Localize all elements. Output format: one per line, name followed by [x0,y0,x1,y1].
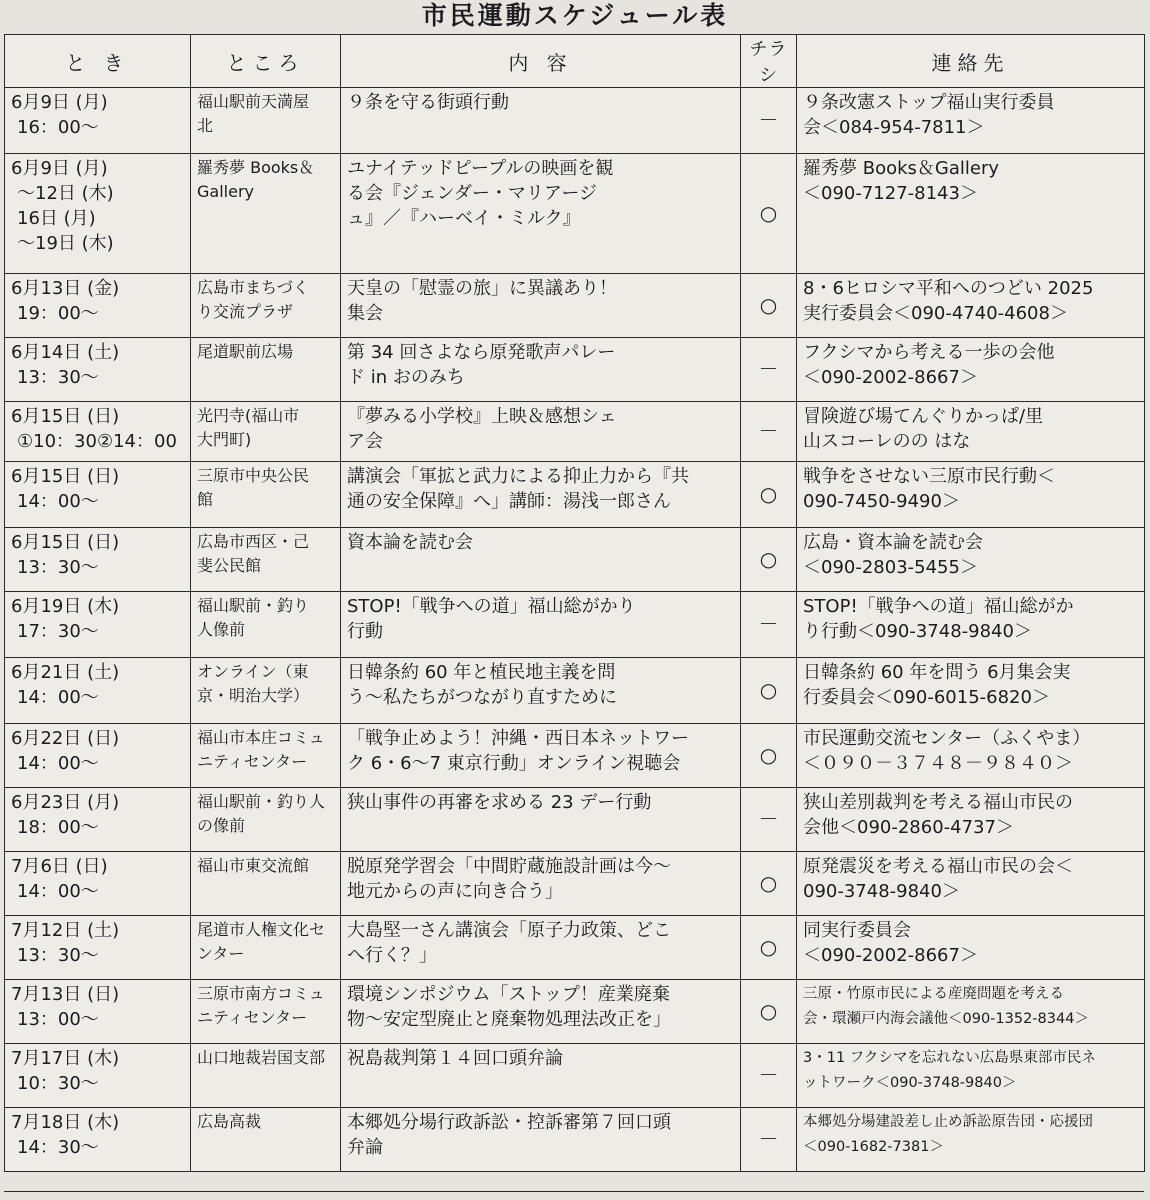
cell-where-line: ニティセンター [197,1008,308,1027]
cell-content-line: 資本論を読む会 [347,532,473,553]
cell-where [191,274,341,338]
cell-where-line: 福山駅前天満屋 [197,92,310,111]
cell-contact-line: 市民運動交流センター（ふくやま） [803,728,1091,749]
cell-where-line: 北 [197,116,214,135]
cell-flyer: － [741,338,797,402]
cell-when-line: 13：00～ [17,1009,99,1030]
cell-when [5,592,191,658]
cell-content [341,724,741,788]
cell-contact-line: 実行委員会＜090-4740-4608＞ [803,303,1068,324]
cell-where [191,980,341,1044]
cell-contact [797,916,1145,980]
cell-flyer: ○ [741,462,797,528]
cell-when-line: 6月21日 (土) [11,662,120,683]
cell-when-line: 6月23日 (月) [11,792,120,813]
cell-flyer: ○ [741,980,797,1044]
cell-contact [797,788,1145,852]
cell-where [191,658,341,724]
cell-content [341,788,741,852]
cell-when [5,980,191,1044]
cell-where-line: 山口地裁岩国支部 [197,1048,326,1067]
cell-flyer: ○ [741,852,797,916]
cell-flyer: ○ [741,916,797,980]
cell-contact-line: 三原・竹原市民による産廃問題を考える [803,986,1064,1002]
cell-flyer: － [741,592,797,658]
cell-content-line: 天皇の「慰霊の旅」に異議あり！ [347,278,617,299]
cell-when-line: 14：30～ [17,1137,99,1158]
cell-where-line: 京・明治大学） [197,686,310,705]
cell-when-line: 17：30～ [17,621,99,642]
cell-contact [797,528,1145,592]
cell-where [191,916,341,980]
cell-contact [797,154,1145,274]
cell-where [191,1044,341,1108]
cell-when [5,528,191,592]
cell-when-line: 13：30～ [17,367,99,388]
cell-when-line: 6月9日 (月) [11,158,108,179]
cell-flyer: ○ [741,274,797,338]
cell-content [341,852,741,916]
cell-contact-line: STOP!「戦争への道」福山総がか [803,596,1074,617]
cell-when-line: 6月19日 (木) [11,596,120,617]
cell-content-line: 脱原発学習会「中間貯蔵施設計画は今～ [347,856,671,877]
cell-contact-line: 戦争をさせない三原市民行動＜ [803,466,1055,487]
cell-content-line: STOP!「戦争への道」福山総がかり [347,596,636,617]
cell-content-line: 弁論 [347,1137,383,1158]
cell-content-line: 狭山事件の再審を求める 23 デー行動 [347,792,652,813]
cell-contact-line: ＜０９０－３７４８－９８４０＞ [803,753,1073,774]
table-row [5,462,1145,528]
cell-contact [797,1108,1145,1172]
cell-where [191,592,341,658]
cell-content [341,402,741,462]
cell-contact-line: 会・環瀬戸内海会議他＜090-1352-8344＞ [803,1011,1089,1027]
cell-when [5,338,191,402]
cell-content [341,88,741,154]
cell-contact [797,980,1145,1044]
cell-content-line: 第 34 回さよなら原発歌声パレー [347,342,616,363]
cell-where-line: 福山駅前・釣り人 [197,792,326,811]
header-when: と き [5,35,191,88]
cell-flyer: － [741,402,797,462]
cell-content-line: ９条を守る街頭行動 [347,92,509,113]
cell-content-line: 物～安定型廃止と廃棄物処理法改正を」 [347,1009,671,1030]
cell-content [341,274,741,338]
cell-contact-line: 羅秀夢 Books＆Gallery [803,158,1000,179]
cell-where [191,852,341,916]
header-where: ところ [191,35,341,88]
cell-content-line: 本郷処分場行政訴訟・控訴審第７回口頭 [347,1112,671,1133]
header-flyer: チラシ [741,35,797,88]
cell-when-line: 13：30～ [17,557,99,578]
cell-contact-line: 広島・資本論を読む会 [803,532,983,553]
cell-contact-line: ＜090-7127-8143＞ [803,183,978,204]
cell-content-line: 講演会「軍拡と武力による抑止力から『共 [347,466,689,487]
table-bottom-edge [4,1191,1144,1200]
cell-contact [797,852,1145,916]
cell-when-line: 16：00～ [17,117,99,138]
cell-when-line: 6月15日 (日) [11,466,120,487]
cell-content-line: ク 6・6～7 東京行動」オンライン視聴会 [347,753,681,774]
cell-content [341,1044,741,1108]
cell-content [341,338,741,402]
table-row [5,980,1145,1044]
cell-content [341,1108,741,1172]
cell-when-line: 6月14日 (土) [11,342,120,363]
table-row [5,592,1145,658]
table-row [5,1044,1145,1108]
cell-contact [797,402,1145,462]
cell-contact [797,592,1145,658]
cell-contact-line: 会他＜090-2860-4737＞ [803,817,1014,838]
cell-when [5,154,191,274]
cell-contact [797,338,1145,402]
cell-where-line: Gallery [197,182,254,201]
cell-where-line: 館 [197,490,214,509]
cell-contact-line: フクシマから考える一歩の会他 [803,342,1055,363]
cell-contact-line: 日韓条約 60 年を問う 6月集会実 [803,662,1071,683]
cell-content [341,592,741,658]
cell-where-line: 広島市まちづく [197,278,309,297]
header-contact: 連絡先 [797,35,1145,88]
cell-where [191,402,341,462]
cell-where-line: 福山市本庄コミュ [197,728,325,747]
table-row [5,528,1145,592]
cell-where-line: 羅秀夢 Books＆ [197,158,315,177]
header-content: 内 容 [341,35,741,88]
cell-when-line: 7月12日 (土) [11,920,120,941]
cell-content-line: 通の安全保障』へ」講師：湯浅一郎さん [347,491,671,512]
cell-where-line: 広島市西区・己 [197,532,310,551]
cell-when [5,88,191,154]
cell-flyer: － [741,88,797,154]
cell-where-line: 広島高裁 [197,1112,262,1131]
cell-flyer: － [741,1108,797,1172]
cell-content-line: 行動 [347,621,383,642]
cell-when [5,658,191,724]
cell-content-line: ュ』／『ハーベイ・ミルク』 [347,208,581,229]
cell-contact [797,88,1145,154]
cell-content-line: 集会 [347,303,383,324]
cell-contact-line: ＜090-1682-7381＞ [803,1139,944,1155]
cell-where [191,338,341,402]
cell-contact [797,274,1145,338]
cell-when-line: 14：00～ [17,881,99,902]
cell-where-line: ニティセンター [197,752,308,771]
cell-contact-line: ＜090-2002-8667＞ [803,367,978,388]
cell-where-line: 大門町) [197,430,252,449]
cell-when-line: 7月6日 (日) [11,856,108,877]
cell-contact-line: 090-7450-9490＞ [803,491,960,512]
cell-contact-line: 同実行委員会 [803,920,911,941]
table-row [5,274,1145,338]
cell-where-line: 三原市南方コミュ [197,984,325,1003]
cell-when-line: ①10：30②14：00 [17,431,177,452]
cell-where-line: 人像前 [197,620,246,639]
table-row [5,724,1145,788]
cell-when-line: 14：00～ [17,753,99,774]
cell-where-line: 尾道駅前広場 [197,342,294,361]
cell-where [191,528,341,592]
cell-where-line: 光円寺(福山市 [197,406,300,425]
cell-where [191,462,341,528]
cell-when-line: 7月18日 (木) [11,1112,120,1133]
cell-flyer: － [741,788,797,852]
cell-where [191,788,341,852]
cell-where [191,724,341,788]
cell-content-line: 『夢みる小学校』上映＆感想シェ [347,406,617,427]
cell-where [191,154,341,274]
table-row [5,88,1145,154]
cell-content-line: 環境シンポジウム「ストップ！産業廃棄 [347,984,670,1005]
cell-when [5,724,191,788]
table-row [5,338,1145,402]
cell-content-line: 地元からの声に向き合う」 [347,881,563,902]
cell-content-line: 「戦争止めよう！沖縄・西日本ネットワー [347,728,689,749]
cell-when [5,852,191,916]
cell-contact [797,462,1145,528]
table-row [5,658,1145,724]
cell-when [5,916,191,980]
cell-contact-line: 会＜084-954-7811＞ [803,117,985,138]
cell-contact-line: ＜090-2803-5455＞ [803,557,978,578]
cell-when-line: 19：00～ [17,303,99,324]
cell-when [5,462,191,528]
table-row [5,916,1145,980]
cell-contact-line: 行委員会＜090-6015-6820＞ [803,687,1050,708]
schedule-table [4,34,1145,1172]
cell-when-line: ～19日 (木) [17,233,114,254]
cell-where-line: 福山駅前・釣り [197,596,310,615]
cell-flyer: ○ [741,154,797,274]
cell-content [341,528,741,592]
cell-flyer: ○ [741,724,797,788]
cell-when-line: ～12日 (木) [17,183,114,204]
cell-contact [797,1044,1145,1108]
table-row [5,1108,1145,1172]
cell-contact-line: 冒険遊び場てんぐりかっぱ/里 [803,406,1044,427]
cell-when-line: 7月17日 (木) [11,1048,120,1069]
page-title: 市民運動スケジュール表 [421,1,729,30]
cell-contact-line: 090-3748-9840＞ [803,881,960,902]
cell-contact-line: 原発震災を考える福山市民の会＜ [803,856,1073,877]
cell-contact [797,658,1145,724]
cell-when-line: 10：30～ [17,1073,99,1094]
cell-when-line: 18：00～ [17,817,99,838]
cell-where-line: 斐公民館 [197,556,262,575]
table-header-row [5,35,1145,88]
cell-content-line: ユナイテッドピープルの映画を観 [347,158,614,179]
cell-content-line: 大島堅一さん講演会「原子力政策、どこ [347,920,671,941]
cell-contact-line: 3・11 フクシマを忘れない広島県東部市民ネ [803,1050,1096,1066]
cell-when-line: 6月22日 (日) [11,728,120,749]
cell-when [5,1108,191,1172]
cell-when-line: 13：30～ [17,945,99,966]
cell-flyer: ○ [741,528,797,592]
cell-when-line: 14：00～ [17,687,99,708]
cell-where-line: ンター [197,944,245,963]
cell-flyer: － [741,1044,797,1108]
cell-when-line: 6月13日 (金) [11,278,120,299]
cell-where-line: オンライン（東 [197,662,309,681]
cell-content-line: る会『ジェンダー・マリアージ [347,183,598,204]
cell-contact-line: ９条改憲ストップ福山実行委員 [803,92,1055,113]
cell-when-line: 6月15日 (日) [11,532,120,553]
cell-contact-line: 山スコーレのの はな [803,431,971,452]
table-row [5,154,1145,274]
table-row [5,788,1145,852]
cell-contact-line: り行動＜090-3748-9840＞ [803,621,1032,642]
cell-when-line: 6月9日 (月) [11,92,108,113]
cell-when [5,402,191,462]
cell-contact-line: 狭山差別裁判を考える福山市民の [803,792,1073,813]
cell-where-line: り交流プラザ [197,302,294,321]
cell-content-line: へ行く？」 [347,945,437,966]
cell-when [5,1044,191,1108]
cell-contact-line: 本郷処分場建設差し止め訴訟原告団・応援団 [803,1114,1093,1130]
table-row [5,852,1145,916]
cell-content [341,980,741,1044]
cell-where-line: 尾道市人権文化セ [197,920,326,939]
cell-when-line: 6月15日 (日) [11,406,120,427]
cell-content [341,658,741,724]
cell-when [5,788,191,852]
cell-where-line: の像前 [197,816,246,835]
cell-contact [797,724,1145,788]
cell-where [191,1108,341,1172]
cell-content-line: う～私たちがつながり直すために [347,687,617,708]
cell-where-line: 三原市中央公民 [197,466,310,485]
cell-content-line: ア会 [347,431,383,452]
cell-content [341,462,741,528]
table-row [5,402,1145,462]
cell-content-line: ド in おのみち [347,367,465,388]
cell-content [341,916,741,980]
cell-when-line: 16日 (月) [17,208,96,229]
cell-content-line: 日韓条約 60 年と植民地主義を問 [347,662,616,683]
cell-where [191,88,341,154]
cell-content-line: 祝島裁判第１４回口頭弁論 [347,1048,563,1069]
cell-content [341,154,741,274]
cell-contact-line: 8・6ヒロシマ平和へのつどい 2025 [803,278,1094,299]
cell-when [5,274,191,338]
cell-contact-line: ットワーク＜090-3748-9840＞ [803,1075,1017,1091]
cell-when-line: 7月13日 (日) [11,984,120,1005]
cell-when-line: 14：00～ [17,491,99,512]
cell-flyer: ○ [741,658,797,724]
cell-where-line: 福山市東交流館 [197,856,310,875]
cell-contact-line: ＜090-2002-8667＞ [803,945,978,966]
